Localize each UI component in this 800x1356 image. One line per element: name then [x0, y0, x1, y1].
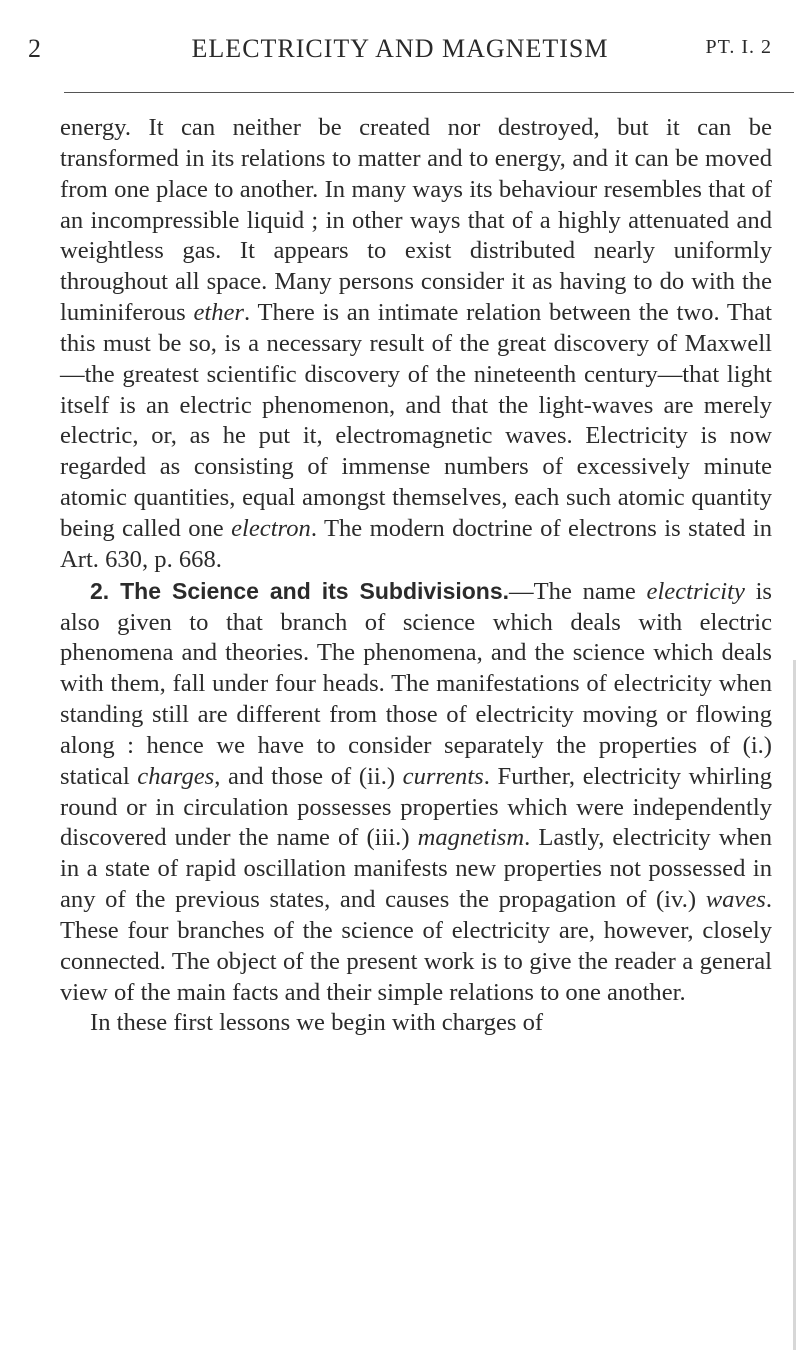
italic-term-charges: charges — [137, 762, 215, 790]
paragraph-first-lessons — [60, 1008, 772, 1039]
header-rule — [64, 92, 794, 93]
text-run: . There is an intimate relation between the two. That this must be so, is a necessary result of the great discovery of Maxwell —the greatest scientific discovery of the nineteenth century—that light itself is an electric phenomenon, and that the light-waves are merely electric, or, as he put it, electromagnetic waves. Electricity is now regarded as consisting of immense numbers of excessively minute atomic quantities, equal amongst themselves, each such atomic quantity being called one — [60, 299, 772, 542]
section-reference: PT. I. 2 — [705, 36, 772, 58]
italic-term-currents: currents — [402, 762, 484, 790]
text-run: . These four branches of the science of electricity are, however, closely connected. The object of the present work is to give the reader a general view of the main facts and their simple relations to one another. — [60, 886, 772, 1006]
text-run: , and those of (ii.) — [214, 762, 403, 790]
page-number: 2 — [28, 34, 42, 63]
section-heading: 2. The Science and its Subdivisions. — [90, 577, 510, 604]
italic-term-electron: electron — [231, 514, 311, 542]
text-run: . Further, electricity whirling round or in circulation possesses properties which were independently discovered under the name of (iii.) — [60, 762, 772, 852]
italic-term-waves: waves — [705, 886, 766, 914]
text-run: In these first lessons we begin with charges of — [90, 1009, 544, 1037]
page-header — [28, 34, 772, 74]
text-run: is also given to that branch of science which deals with electric phenomena and theories. The phenomena, and the science which deals with them, fall under four heads. The manifestations of electricity when standing still are different from those of electricity moving or flowing along : hence we have to consider separately the properties of (i.) statical — [60, 577, 772, 790]
page-edge-shadow — [793, 660, 796, 1350]
text-run: . Lastly, electricity when in a state of rapid oscillation manifests new properties not possessed in any of the previous states, and causes the propagation of (iv.) — [60, 824, 773, 914]
italic-term-electricity: electricity — [646, 577, 745, 605]
paragraph-subdivisions — [60, 576, 772, 1009]
paragraph-energy — [60, 113, 772, 576]
italic-term-magnetism: magnetism — [417, 824, 525, 852]
text-run: —The name — [509, 577, 647, 605]
text-run: . The modern doctrine of electrons is stated in Art. 630, p. 668. — [60, 514, 772, 573]
body-text — [60, 113, 772, 1039]
text-run: energy. It can neither be created nor destroyed, but it can be transformed in its relations to matter and to energy, and it can be moved from one place to another. In many ways its behaviour resembles that of an incompressible liquid ; in other ways that of a highly attenuated and weightless gas. It appears to exist distributed nearly uniformly throughout all space. Many persons consider it as having to do with the luminiferous — [60, 114, 772, 327]
italic-term-ether: ether — [193, 299, 245, 327]
running-title: ELECTRICITY AND MAGNETISM — [191, 34, 609, 63]
